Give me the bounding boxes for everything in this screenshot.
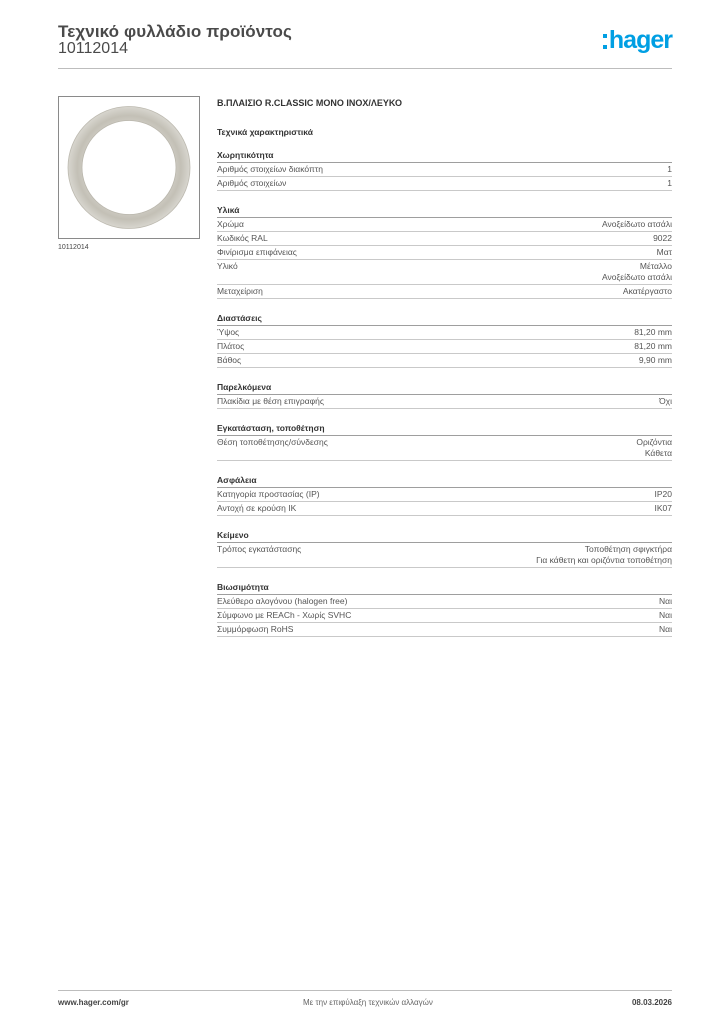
footer-disclaimer: Με την επιφύλαξη τεχνικών αλλαγών [303, 998, 433, 1007]
section-title: Χωρητικότητα [217, 150, 672, 163]
spec-value-line: Ανοξείδωτο ατσάλι [601, 272, 672, 282]
spec-value-line: Ματ [656, 247, 672, 257]
spec-content [217, 96, 672, 651]
footer-divider [58, 990, 672, 991]
section-title: Παρελκόμενα [217, 382, 672, 395]
spec-value [636, 437, 672, 459]
spec-value [634, 327, 672, 338]
spec-value [653, 233, 672, 244]
spec-label: Ύψος [217, 327, 240, 337]
footer-date: 08.03.2026 [631, 998, 672, 1007]
spec-value-line: Όχι [659, 396, 672, 406]
spec-value-line: Οριζόντια [636, 437, 672, 447]
spec-section [217, 313, 672, 368]
spec-value [657, 247, 672, 258]
spec-label: Θέση τοποθέτησης/σύνδεσης [217, 437, 328, 447]
document-title: Τεχνικό φυλλάδιο προϊόντος [58, 22, 292, 41]
section-title: Βιωσιμότητα [217, 582, 672, 595]
spec-row [217, 595, 672, 609]
spec-label: Χρώμα [217, 219, 244, 229]
spec-value-line: 9,90 mm [638, 355, 672, 365]
spec-value [602, 219, 672, 230]
spec-label: Αριθμός στοιχείων διακόπτη [217, 164, 323, 174]
section-title: Ασφάλεια [217, 475, 672, 488]
spec-section [217, 582, 672, 637]
product-title: Β.ΠΛΑΙΣΙΟ R.CLASSIC MONO INOX/ΛΕΥΚΟ [217, 98, 403, 108]
spec-value [659, 396, 672, 407]
spec-section [217, 423, 672, 461]
spec-row [217, 395, 672, 409]
spec-section [217, 205, 672, 299]
spec-label: Φινίρισμα επιφάνειας [217, 247, 297, 257]
spec-value-line: 81,20 mm [634, 327, 672, 337]
spec-section [217, 382, 672, 409]
spec-row [217, 609, 672, 623]
spec-label: Κωδικός RAL [217, 233, 268, 243]
spec-row [217, 502, 672, 516]
spec-value [667, 164, 672, 175]
spec-value-line: Για κάθετη και οριζόντια τοποθέτηση [536, 555, 672, 565]
spec-value-line: Τοποθέτηση σφιγκτήρα [584, 544, 672, 554]
spec-value [536, 544, 672, 566]
spec-label: Πλακίδια με θέση επιγραφής [217, 396, 324, 406]
spec-value [623, 286, 672, 297]
spec-section [217, 530, 672, 568]
product-image [58, 96, 200, 239]
spec-value [655, 503, 673, 514]
technical-characteristics-heading: Τεχνικά χαρακτηριστικά [217, 127, 313, 137]
spec-section [217, 475, 672, 516]
spec-value-line: Ακατέργαστο [622, 286, 672, 296]
spec-value-line: IK07 [654, 503, 672, 513]
spec-value-line: 1 [667, 164, 672, 174]
spec-value-line: 9022 [653, 233, 672, 243]
spec-row [217, 260, 672, 285]
spec-section [217, 150, 672, 191]
spec-value [655, 489, 673, 500]
footer-url[interactable]: www.hager.com/gr [58, 998, 129, 1007]
document-number: 10112014 [58, 40, 128, 57]
hager-logo [603, 26, 672, 54]
page-header [58, 20, 672, 70]
spec-value-line: IP20 [654, 489, 672, 499]
spec-row [217, 436, 672, 461]
spec-value [639, 355, 672, 366]
spec-value-line: Κάθετα [644, 448, 672, 458]
spec-value-line: Ναι [659, 610, 672, 620]
spec-row [217, 623, 672, 637]
spec-row [217, 232, 672, 246]
spec-row [217, 177, 672, 191]
spec-value [667, 178, 672, 189]
section-title: Υλικά [217, 205, 672, 218]
spec-row [217, 340, 672, 354]
spec-value-line: Ναι [659, 596, 672, 606]
spec-value-line: 1 [667, 178, 672, 188]
spec-value [659, 624, 672, 635]
spec-label: Κατηγορία προστασίας (IP) [217, 489, 320, 499]
spec-row [217, 246, 672, 260]
section-title: Εγκατάσταση, τοποθέτηση [217, 423, 672, 436]
spec-row [217, 543, 672, 568]
spec-label: Υλικό [217, 261, 238, 271]
image-caption: 10112014 [58, 244, 89, 251]
spec-label: Σύμφωνο με REACh - Χωρίς SVHC [217, 610, 352, 620]
logo-colon-icon [603, 34, 607, 49]
section-title: Κείμενο [217, 530, 672, 543]
section-title: Διαστάσεις [217, 313, 672, 326]
spec-row [217, 354, 672, 368]
spec-value-line: 81,20 mm [634, 341, 672, 351]
spec-row [217, 285, 672, 299]
spec-row [217, 326, 672, 340]
spec-label: Πλάτος [217, 341, 245, 351]
spec-value-line: Μέταλλο [639, 261, 672, 271]
spec-label: Τρόπος εγκατάστασης [217, 544, 302, 554]
header-divider [58, 68, 672, 69]
spec-label: Αριθμός στοιχείων [217, 178, 287, 188]
spec-sections [217, 150, 672, 637]
spec-row [217, 488, 672, 502]
spec-value-line: Ανοξείδωτο ατσάλι [601, 219, 672, 229]
spec-label: Βάθος [217, 355, 242, 365]
spec-value [602, 261, 672, 283]
spec-value [659, 596, 672, 607]
spec-row [217, 163, 672, 177]
spec-label: Αντοχή σε κρούση IK [217, 503, 297, 513]
spec-value [634, 341, 672, 352]
spec-label: Μεταχείριση [217, 286, 263, 296]
frame-ring-icon [59, 97, 199, 238]
spec-label: Συμμόρφωση RoHS [217, 624, 294, 634]
spec-label: Ελεύθερο αλογόνου (halogen free) [217, 596, 348, 606]
spec-row [217, 218, 672, 232]
logo-text: hager [608, 25, 672, 54]
spec-value [659, 610, 672, 621]
spec-value-line: Ναι [659, 624, 672, 634]
